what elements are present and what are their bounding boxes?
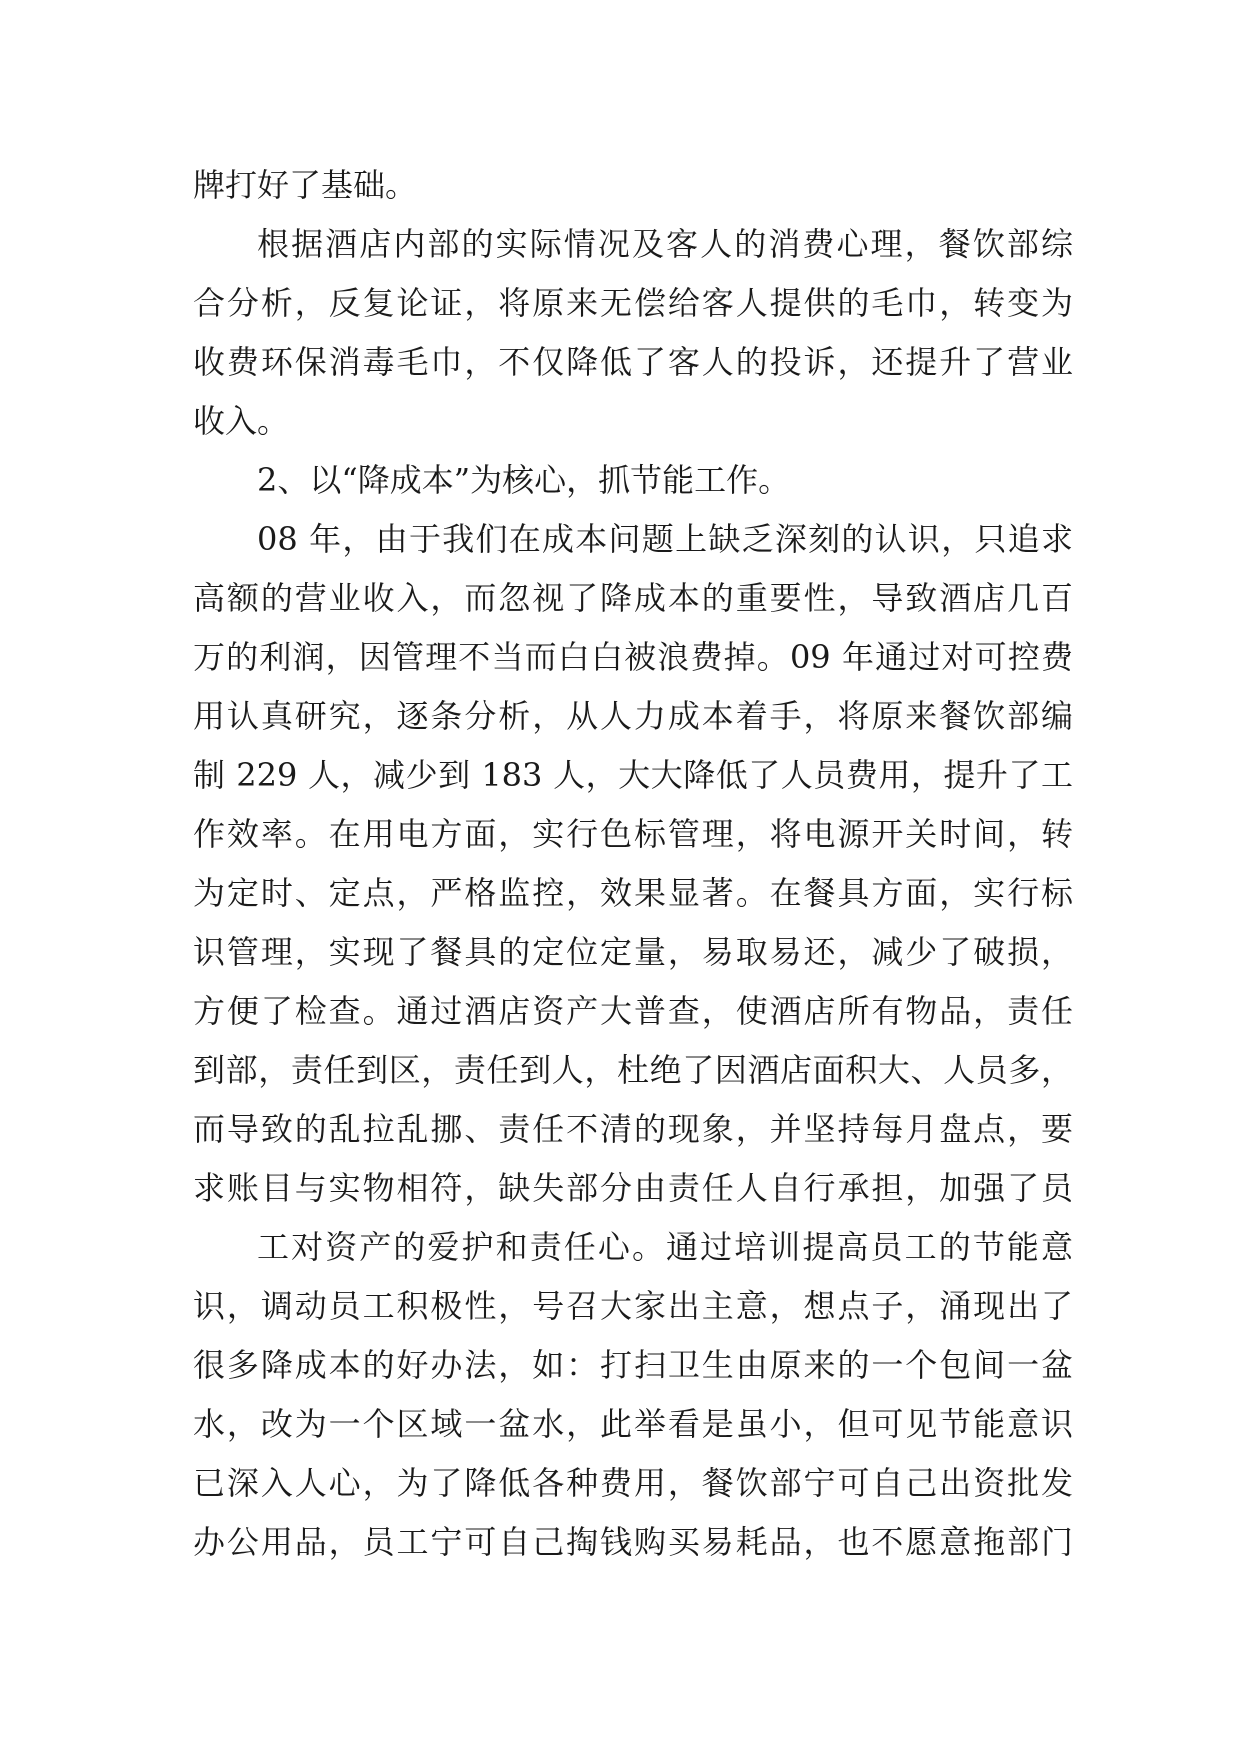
text-line: 很多降成本的好办法，如：打扫卫生由原来的一个包间一盆 [193, 1346, 1073, 1384]
text-line: 收入。 [193, 402, 290, 440]
text-line: 合分析，反复论证，将原来无偿给客人提供的毛巾，转变为 [193, 284, 1073, 322]
text-line: 识管理，实现了餐具的定位定量，易取易还，减少了破损， [193, 933, 1073, 971]
text-line: 根据酒店内部的实际情况及客人的消费心理，餐饮部综 [257, 225, 1073, 263]
text-line: 为定时、定点，严格监控，效果显著。在餐具方面，实行标 [193, 874, 1073, 912]
text-line: 方便了检查。通过酒店资产大普查，使酒店所有物品，责任 [193, 992, 1073, 1030]
text-line: 用认真研究，逐条分析，从人力成本着手，将原来餐饮部编 [193, 697, 1073, 735]
text-line: 工对资产的爱护和责任心。通过培训提高员工的节能意 [257, 1228, 1073, 1266]
text-line: 牌打好了基础。 [193, 166, 418, 204]
text-line: 已深入人心，为了降低各种费用，餐饮部宁可自己出资批发 [193, 1464, 1073, 1502]
text-line: 水，改为一个区域一盆水，此举看是虽小，但可见节能意识 [193, 1405, 1073, 1443]
text-line: 识，调动员工积极性，号召大家出主意，想点子，涌现出了 [193, 1287, 1073, 1325]
document-body [193, 156, 1073, 1572]
text-line: 办公用品，员工宁可自己掏钱购买易耗品，也不愿意拖部门 [193, 1523, 1073, 1561]
text-line: 到部，责任到区，责任到人，杜绝了因酒店面积大、人员多， [193, 1051, 1073, 1089]
text-line: 而导致的乱拉乱挪、责任不清的现象，并坚持每月盘点，要 [193, 1110, 1073, 1148]
text-line: 08 年，由于我们在成本问题上缺乏深刻的认识，只追求 [257, 520, 1073, 558]
text-line: 制 229 人，减少到 183 人，大大降低了人员费用，提升了工 [193, 756, 1073, 794]
text-line: 2、以“降成本”为核心，抓节能工作。 [257, 461, 791, 499]
text-line: 作效率。在用电方面，实行色标管理，将电源开关时间，转 [193, 815, 1073, 853]
text-line: 万的利润，因管理不当而白白被浪费掉。09 年通过对可控费 [193, 638, 1073, 676]
text-line: 高额的营业收入，而忽视了降成本的重要性，导致酒店几百 [193, 579, 1073, 617]
text-line: 求账目与实物相符，缺失部分由责任人自行承担，加强了员 [193, 1169, 1073, 1207]
text-line: 收费环保消毒毛巾，不仅降低了客人的投诉，还提升了营业 [193, 343, 1073, 381]
